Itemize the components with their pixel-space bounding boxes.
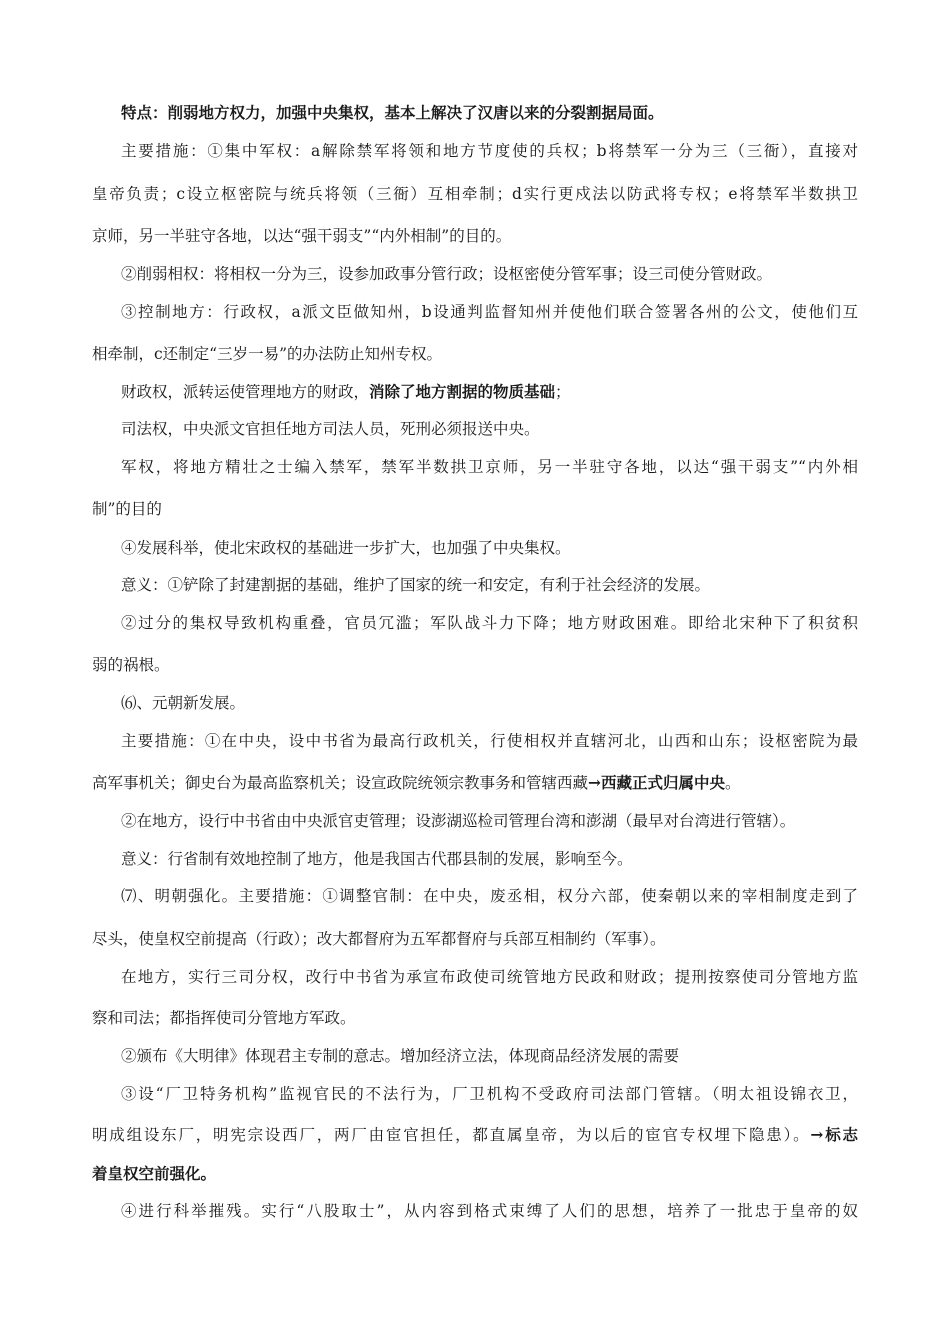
paragraph-line bbox=[92, 1124, 858, 1146]
bold-text: →西藏正式归属中央 bbox=[588, 773, 726, 792]
paragraph-line bbox=[121, 381, 858, 403]
paragraph-line bbox=[121, 885, 858, 907]
paragraph-line bbox=[121, 966, 858, 988]
text-run: 弱的祸根。 bbox=[92, 656, 170, 674]
text-run: ②颁布《大明律》体现君主专制的意志。增加经济立法，体现商品经济发展的需要 bbox=[121, 1047, 680, 1065]
paragraph-line bbox=[92, 1163, 858, 1185]
paragraph-line bbox=[121, 574, 858, 596]
paragraph-line bbox=[121, 848, 858, 870]
paragraph-line bbox=[121, 1200, 858, 1222]
paragraph-line bbox=[121, 537, 858, 559]
paragraph-line bbox=[121, 730, 858, 752]
text-run: ②在地方，设行中书省由中央派官吏管理；设澎湖巡检司管理台湾和澎湖（最早对台湾进行管辖）。 bbox=[121, 812, 796, 830]
paragraph-line bbox=[121, 692, 858, 714]
text-run: 司法权，中央派文官担任地方司法人员，死刑必须报送中央。 bbox=[121, 420, 540, 438]
paragraph-line bbox=[92, 183, 858, 205]
text-run: ②削弱相权：将相权一分为三，设参加政事分管行政；设枢密使分管军事；设三司使分管财政。 bbox=[121, 265, 773, 283]
text-run: ④发展科举，使北宋政权的基础进一步扩大，也加强了中央集权。 bbox=[121, 539, 571, 557]
paragraph-line bbox=[121, 810, 858, 832]
paragraph-line bbox=[121, 612, 858, 634]
text-run: ②过分的集权导致机构重叠，官员冗滥；军队战斗力下降；地方财政困难。即给北宋种下了积贫积 bbox=[121, 614, 858, 632]
text-run: ③控制地方：行政权，a派文臣做知州，b设通判监督知州并使他们联合签署各州的公文，使他们互 bbox=[121, 303, 858, 321]
text-run: 意义：①铲除了封建割据的基础，维护了国家的统一和安定，有利于社会经济的发展。 bbox=[121, 576, 711, 594]
text-run: 明成组设东厂，明宪宗设西厂，两厂由宦官担任，都直属皇帝，为以后的宦官专权埋下隐患）。 bbox=[92, 1126, 811, 1144]
text-run: 相牵制，c还制定“三岁一易”的办法防止知州专权。 bbox=[92, 345, 443, 363]
paragraph-line bbox=[121, 102, 858, 124]
text-run: 意义：行省制有效地控制了地方，他是我国古代郡县制的发展，影响至今。 bbox=[121, 850, 633, 868]
text-run: 主要措施：①在中央，设中书省为最高行政机关，行使相权并直辖河北，山西和山东；设枢密院为最 bbox=[121, 732, 858, 750]
paragraph-line bbox=[92, 1007, 858, 1029]
paragraph-line bbox=[92, 654, 858, 676]
paragraph-line bbox=[121, 301, 858, 323]
bold-text: 消除了地方割据的物质基础 bbox=[369, 382, 556, 401]
paragraph-line bbox=[121, 456, 858, 478]
text-run: 财政权，派转运使管理地方的财政， bbox=[121, 383, 370, 401]
paragraph-line bbox=[92, 498, 858, 520]
paragraph-line bbox=[92, 772, 858, 794]
text-run: 制”的目的 bbox=[92, 500, 162, 518]
text-run: 军权，将地方精壮之士编入禁军，禁军半数拱卫京师，另一半驻守各地，以达“强干弱支”“内外相 bbox=[121, 458, 858, 476]
text-run: 皇帝负责；c设立枢密院与统兵将领（三衙）互相牵制；d实行更戍法以防武将专权；e将禁军半数拱卫 bbox=[92, 185, 858, 203]
paragraph-line bbox=[92, 343, 858, 365]
text-run: ⑹、元朝新发展。 bbox=[121, 694, 246, 712]
text-run: 。 bbox=[725, 774, 741, 792]
text-run: 高军事机关；御史台为最高监察机关；设宣政院统领宗教事务和管辖西藏 bbox=[92, 774, 589, 792]
text-run: ③设“厂卫特务机构”监视官民的不法行为，厂卫机构不受政府司法部门管辖。（明太祖设锦衣卫， bbox=[121, 1085, 858, 1103]
bold-text: 特点：削弱地方权力，加强中央集权，基本上解决了汉唐以来的分裂割据局面。 bbox=[121, 103, 664, 122]
bold-text: →标志 bbox=[810, 1125, 858, 1144]
text-run: 京师，另一半驻守各地，以达“强干弱支”“内外相制”的目的。 bbox=[92, 227, 512, 245]
text-run: 察和司法；都指挥使司分管地方军政。 bbox=[92, 1009, 356, 1027]
text-run: 主要措施：①集中军权：a解除禁军将领和地方节度使的兵权；b将禁军一分为三（三衙），直接对 bbox=[121, 142, 858, 160]
text-run: 尽头，使皇权空前提高（行政）；改大都督府为五军都督府与兵部互相制约（军事）。 bbox=[92, 930, 666, 948]
paragraph-line bbox=[121, 140, 858, 162]
text-run: ④进行科举摧残。实行“八股取士”，从内容到格式束缚了人们的思想，培养了一批忠于皇帝的奴 bbox=[121, 1202, 858, 1220]
text-run: 在地方，实行三司分权，改行中书省为承宣布政使司统管地方民政和财政；提刑按察使司分管地方监 bbox=[121, 968, 858, 986]
paragraph-line bbox=[121, 1045, 858, 1067]
text-run: ； bbox=[555, 383, 571, 401]
paragraph-line bbox=[92, 225, 858, 247]
text-run: ⑺、明朝强化。主要措施：①调整官制：在中央，废丞相，权分六部，使秦朝以来的宰相制度走到了 bbox=[121, 887, 858, 905]
paragraph-line bbox=[121, 1083, 858, 1105]
paragraph-line bbox=[92, 928, 858, 950]
paragraph-line bbox=[121, 263, 858, 285]
paragraph-line bbox=[121, 418, 858, 440]
bold-text: 着皇权空前强化。 bbox=[92, 1164, 217, 1183]
